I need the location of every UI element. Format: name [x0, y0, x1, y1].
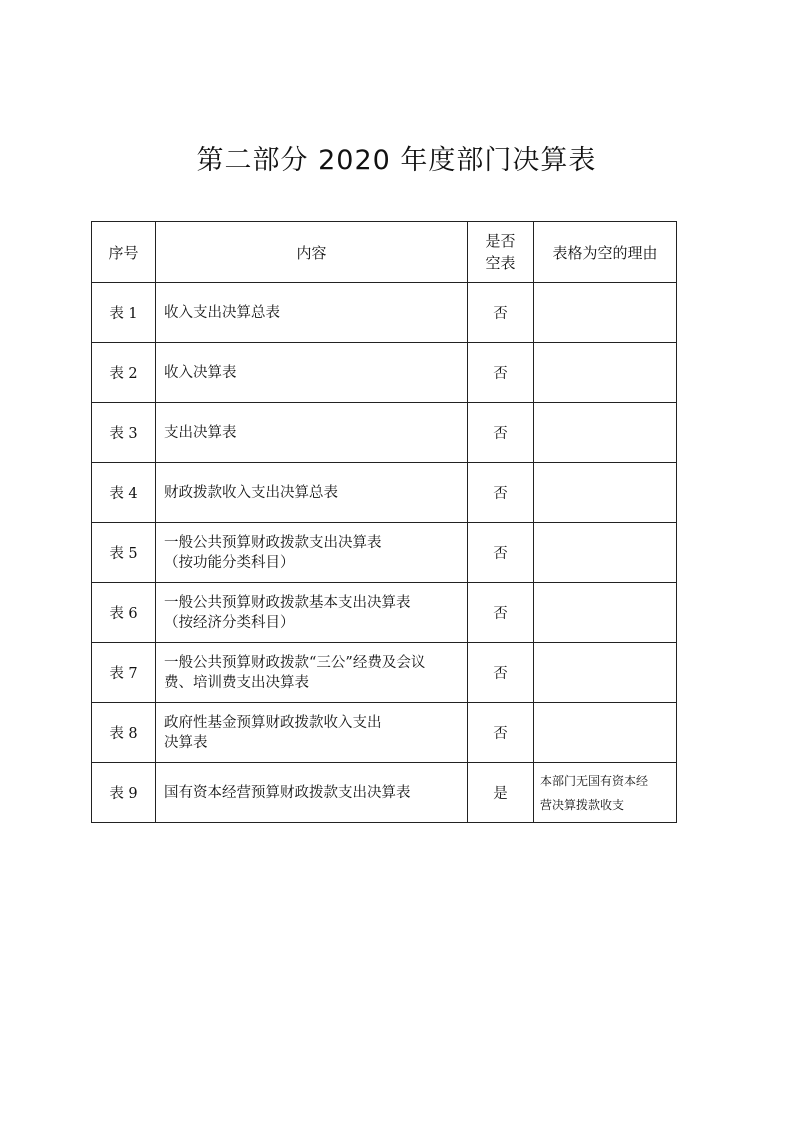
row-number: 表 3 — [92, 403, 156, 463]
header-is-empty — [468, 222, 534, 283]
row-content-line1: 一般公共预算财政拨款支出决算表 — [164, 534, 382, 551]
row-is-empty: 是 — [468, 763, 534, 823]
row-reason-line1: 本部门无国有资本经 — [540, 773, 649, 788]
row-content — [156, 703, 468, 763]
row-number: 表 5 — [92, 523, 156, 583]
row-content-line1: 支出决算表 — [164, 424, 237, 441]
header-no: 序号 — [92, 222, 156, 283]
row-number: 表 7 — [92, 643, 156, 703]
page-title: 第二部分 2020 年度部门决算表 — [196, 145, 597, 176]
row-is-empty: 否 — [468, 343, 534, 403]
row-reason — [534, 283, 677, 343]
row-reason — [534, 643, 677, 703]
row-number: 表 9 — [92, 763, 156, 823]
row-content-line1: 国有资本经营预算财政拨款支出决算表 — [164, 784, 411, 801]
header-reason: 表格为空的理由 — [534, 222, 677, 283]
row-content-line1: 政府性基金预算财政拨款收入支出 — [164, 714, 382, 731]
row-is-empty: 否 — [468, 703, 534, 763]
row-is-empty: 否 — [468, 403, 534, 463]
row-reason — [534, 463, 677, 523]
row-is-empty: 否 — [468, 463, 534, 523]
table-row — [92, 463, 677, 523]
row-is-empty: 否 — [468, 523, 534, 583]
row-content-line2: 决算表 — [164, 734, 208, 751]
table-row — [92, 643, 677, 703]
row-number: 表 2 — [92, 343, 156, 403]
row-reason — [534, 763, 677, 823]
row-content — [156, 403, 468, 463]
row-content-line1: 收入决算表 — [164, 364, 237, 381]
row-content — [156, 343, 468, 403]
row-reason — [534, 403, 677, 463]
row-content — [156, 583, 468, 643]
row-reason — [534, 343, 677, 403]
row-number: 表 4 — [92, 463, 156, 523]
report-list-table — [91, 221, 677, 823]
row-reason-line2: 营决算拨款收支 — [540, 797, 625, 812]
row-number: 表 1 — [92, 283, 156, 343]
table-row — [92, 763, 677, 823]
row-content-line1: 财政拨款收入支出决算总表 — [164, 484, 338, 501]
row-is-empty: 否 — [468, 583, 534, 643]
row-is-empty: 否 — [468, 283, 534, 343]
row-content — [156, 463, 468, 523]
row-content — [156, 283, 468, 343]
row-content — [156, 643, 468, 703]
row-content-line2: （按功能分类科目） — [164, 554, 295, 571]
table-row — [92, 583, 677, 643]
table-header-row — [92, 222, 677, 283]
row-number: 表 8 — [92, 703, 156, 763]
row-reason — [534, 703, 677, 763]
table-row — [92, 283, 677, 343]
row-is-empty: 否 — [468, 643, 534, 703]
table-row — [92, 523, 677, 583]
row-reason — [534, 523, 677, 583]
row-content-line1: 一般公共预算财政拨款基本支出决算表 — [164, 594, 411, 611]
row-content — [156, 523, 468, 583]
row-reason — [534, 583, 677, 643]
header-content: 内容 — [156, 222, 468, 283]
header-is-empty-line2: 空表 — [485, 254, 516, 272]
row-content-line1: 收入支出决算总表 — [164, 304, 280, 321]
header-is-empty-line1: 是否 — [485, 232, 516, 250]
row-content-line1: 一般公共预算财政拨款“三公”经费及会议 — [164, 654, 426, 671]
row-number: 表 6 — [92, 583, 156, 643]
row-content-line2: （按经济分类科目） — [164, 614, 295, 631]
table-row — [92, 703, 677, 763]
table-row — [92, 403, 677, 463]
row-content-line2: 费、培训费支出决算表 — [164, 674, 309, 691]
row-content — [156, 763, 468, 823]
table-row — [92, 343, 677, 403]
